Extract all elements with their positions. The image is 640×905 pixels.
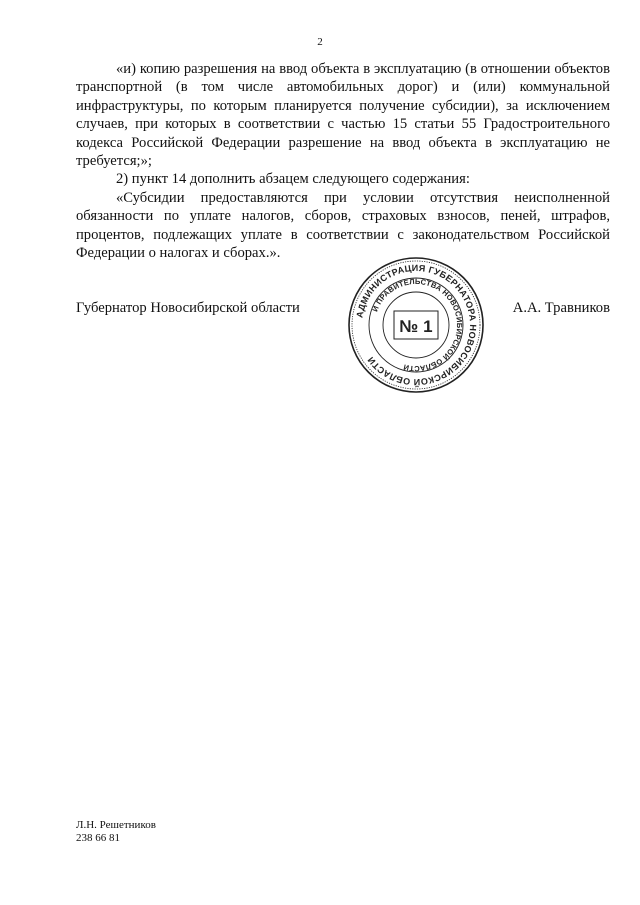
- executor-phone: 238 66 81: [76, 832, 120, 844]
- seal-number: № 1: [399, 317, 433, 336]
- signature-block: [76, 300, 610, 324]
- seal-icon: [346, 255, 486, 395]
- signatory-position: Губернатор Новосибирской области: [76, 300, 300, 316]
- signatory-name: А.А. Травников: [512, 300, 610, 316]
- page-number: 2: [317, 36, 323, 48]
- executor-name: Л.Н. Решетников: [76, 819, 156, 831]
- official-seal: [346, 255, 486, 395]
- seal-outer-text: АДМИНИСТРАЦИЯ ГУБЕРНАТОРА НОВОСИБИРСКОЙ ОБЛАСТИ: [354, 262, 479, 388]
- seal-inner-text: И ПРАВИТЕЛЬСТВА НОВОСИБИРСКОЙ ОБЛАСТИ: [370, 276, 465, 374]
- document-body: [76, 60, 610, 262]
- paragraph-point-2: 2) пункт 14 дополнить абзацем следующего содержания:: [116, 171, 470, 188]
- paragraph-item-i: «и) копию разрешения на ввод объекта в эксплуатацию (в отношении объектов транспортной (в том числе автомобильных дорог) и (или) коммунальной инфраструктуры, по которым планируется получение субсидии), за исключением случаев, при которых в соответствии с частью 15 статьи 55 Градостроительного кодекса Российской Федерации разрешение на ввод объекта в эксплуатацию не требуется;»;: [76, 61, 610, 170]
- executor-info: [76, 819, 156, 845]
- paragraph-subsidy-condition: «Субсидии предоставляются при условии отсутствия неисполненной обязанности по уплате налогов, сборов, страховых взносов, пеней, штрафов, процентов, подлежащих уплате в соответствии с законодательством Российской Федерации о налогах и сборах.».: [76, 189, 610, 262]
